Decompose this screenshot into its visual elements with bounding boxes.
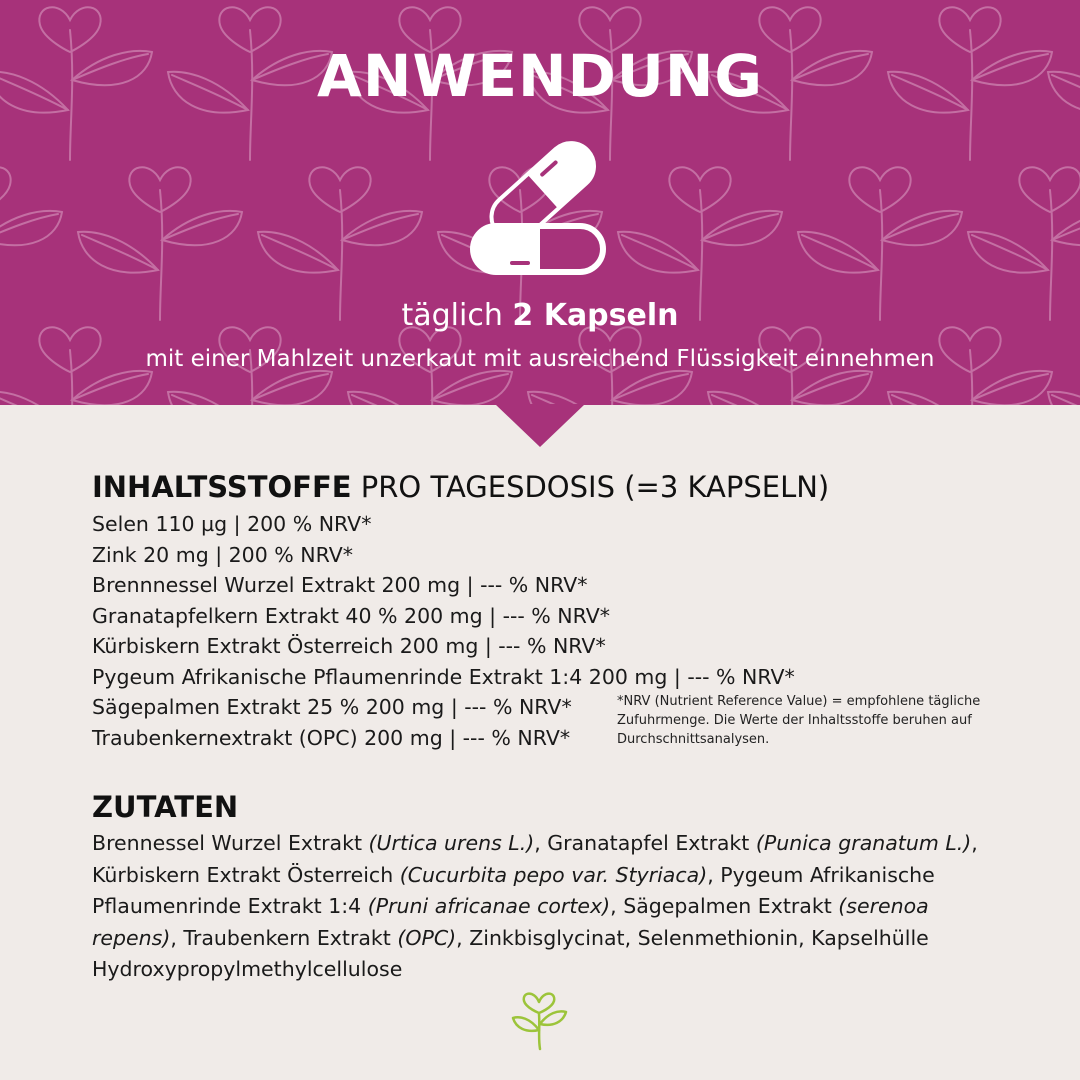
- zutaten-heading-text: ZUTATEN: [92, 790, 239, 824]
- usage-banner: [0, 0, 1080, 405]
- ingredient-item: Selen 110 µg | 200 % NRV*: [92, 512, 372, 536]
- zutaten-latin-name: (Cucurbita pepo var. Styriaca): [399, 862, 708, 887]
- zutaten-segment: , Traubenkern Extrakt: [170, 925, 398, 950]
- zutaten-latin-name: (serenoa repens): [92, 894, 929, 950]
- ingredients-heading: [92, 470, 829, 504]
- dose-amount: 2 Kapseln: [512, 298, 679, 333]
- ingredient-item: Kürbiskern Extrakt Österreich 200 mg | --- % NRV*: [92, 634, 606, 658]
- zutaten-latin-name: (OPC): [397, 925, 457, 950]
- capsule-icon: [468, 130, 613, 280]
- zutaten-segment: , Sägepalmen Extrakt: [610, 894, 839, 918]
- ingredient-item: Zink 20 mg | 200 % NRV*: [92, 542, 354, 567]
- ingredients-heading-rest: PRO TAGESDOSIS (=3 KAPSELN): [351, 470, 830, 504]
- ingredient-item: Pygeum Afrikanische Pflaumenrinde Extrakt 1:4 200 mg | --- % NRV*: [92, 664, 795, 689]
- ingredient-item: Sägepalmen Extrakt 25 % 200 mg | --- % NRV*: [92, 695, 572, 719]
- zutaten-latin-name: (Pruni africanae cortex): [367, 894, 611, 918]
- dose-prefix: täglich: [401, 298, 513, 333]
- nrv-footnote: *NRV (Nutrient Reference Value) = empfohlene tägliche Zufuhrmenge. Die Werte der Inhaltsstoffe beruhen auf Durchschnittsanalysen.: [617, 694, 981, 747]
- zutaten-segment: , Granatapfel Extrakt: [534, 831, 756, 855]
- banner-pointer: [495, 404, 585, 448]
- ingredient-item: Brennnessel Wurzel Extrakt 200 mg | --- % NRV*: [92, 573, 588, 597]
- zutaten-segment: Brennessel Wurzel Extrakt: [92, 831, 369, 855]
- ingredient-item: Granatapfelkern Extrakt 40 % 200 mg | --- % NRV*: [92, 603, 611, 628]
- ingredient-item: Traubenkernextrakt (OPC) 200 mg | --- % NRV*: [92, 725, 571, 750]
- zutaten-heading: [92, 790, 238, 824]
- intake-instruction: mit einer Mahlzeit unzerkaut mit ausreichend Flüssigkeit einnehmen: [145, 346, 935, 372]
- daily-dose: [0, 298, 1080, 333]
- ingredients-heading-bold: INHALTSSTOFFE: [92, 470, 352, 504]
- zutaten-segment: , Zinkbisglycinat, Selenmethionin, Kapselhülle Hydroxypropylmethylcellulose: [92, 925, 929, 981]
- zutaten-latin-name: (Punica granatum L.): [755, 831, 972, 855]
- heart-plant-icon: [510, 982, 572, 1052]
- zutaten-text: [92, 828, 992, 986]
- zutaten-latin-name: (Urtica urens L.): [368, 831, 535, 855]
- zutaten-segment: , Kürbiskern Extrakt Österreich: [92, 831, 978, 887]
- zutaten-segment: , Pygeum Afrikanische Pflaumenrinde Extrakt 1:4: [92, 862, 935, 918]
- page-title: ANWENDUNG: [317, 42, 763, 110]
